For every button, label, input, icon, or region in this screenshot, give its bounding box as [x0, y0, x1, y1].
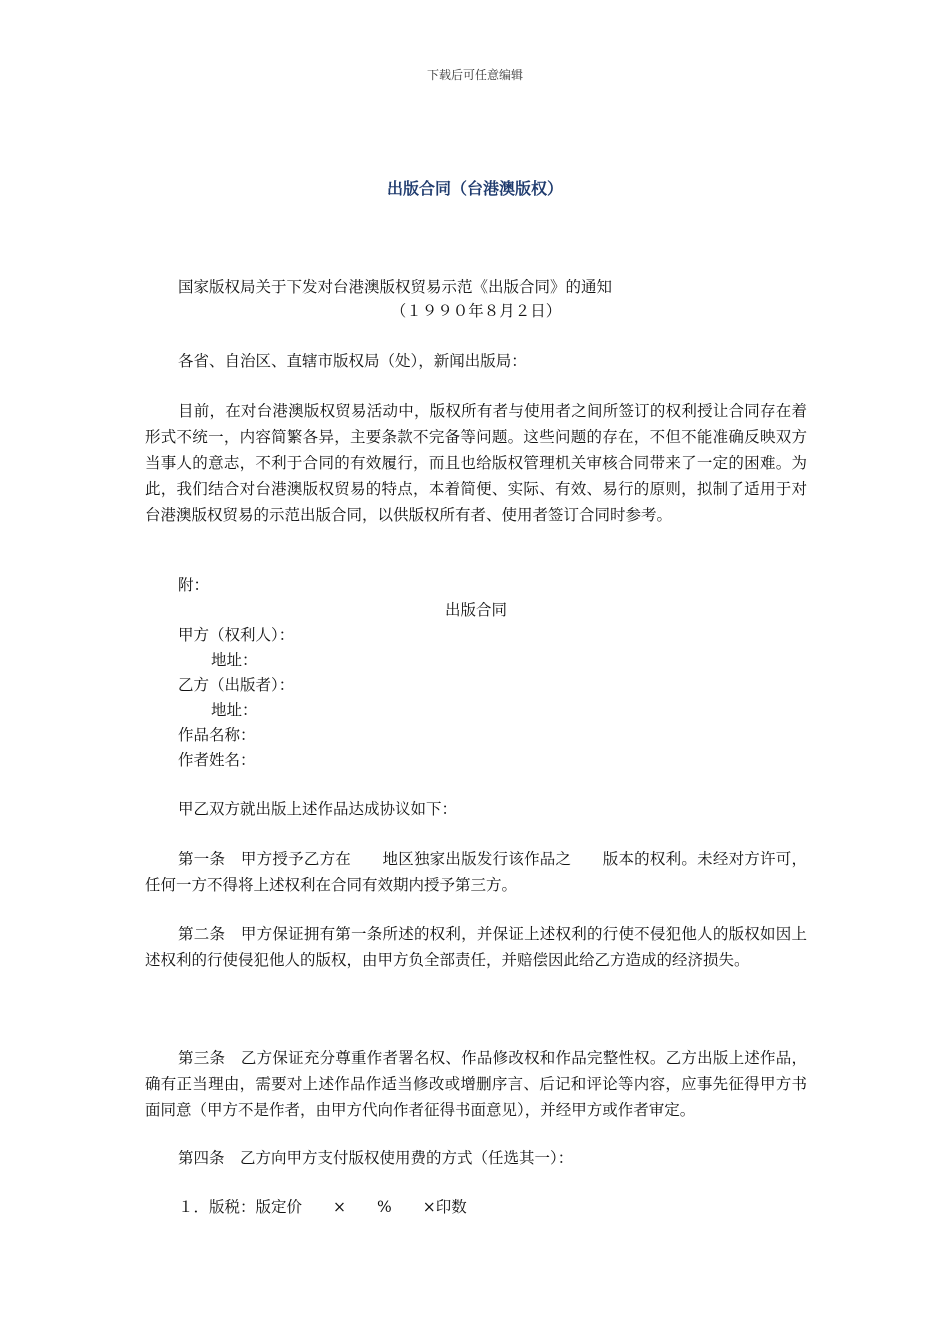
article-2: 第二条 甲方保证拥有第一条所述的权利，并保证上述权利的行使不侵犯他人的版权如因上述权利的行使侵犯他人的版权，由甲方负全部责任，并赔偿因此给乙方造成的经济损失。	[145, 925, 807, 969]
party-b-address: 地址：	[211, 701, 258, 719]
attachment-label: 附：	[178, 576, 210, 594]
notice-title: 国家版权局关于下发对台港澳版权贸易示范《出版合同》的通知	[178, 278, 613, 296]
royalty-item-1: １．版税：版定价 × % ×印数	[178, 1198, 467, 1216]
notice-addressee: 各省、自治区、直辖市版权局（处），新闻出版局：	[178, 352, 527, 370]
document-title: 出版合同（台港澳版权）	[386, 179, 563, 198]
author-name-label: 作者姓名：	[178, 751, 256, 769]
work-title-label: 作品名称：	[178, 726, 256, 744]
notice-body: 目前，在对台港澳版权贸易活动中，版权所有者与使用者之间所签订的权利授让合同存在着形式不统一，内容简繁各异，主要条款不完备等问题。这些问题的存在，不但不能准确反映双方当事人的意志，不利于合同的有效履行，而且也给版权管理机关审核合同带来了一定的困难。为此，我们结合对台港澳版权贸易的特点，本着简便、实际、有效、易行的原则，拟制了适用于对台港澳版权贸易的示范出版合同，以供版权所有者、使用者签订合同时参考。	[145, 402, 807, 524]
contract-heading: 出版合同	[444, 601, 507, 619]
party-b-label: 乙方（出版者）：	[178, 676, 295, 694]
party-a-label: 甲方（权利人）：	[178, 626, 295, 644]
agreement-intro: 甲乙双方就出版上述作品达成协议如下：	[178, 800, 458, 818]
article-4: 第四条 乙方向甲方支付版权使用费的方式（任选其一）：	[178, 1149, 574, 1167]
article-3: 第三条 乙方保证充分尊重作者署名权、作品修改权和作品完整性权。乙方出版上述作品，确有正当理由，需要对上述作品作适当修改或增删序言、后记和评论等内容，应事先征得甲方书面同意（甲方不是作者，由甲方代向作者征得书面意见），并经甲方或作者审定。	[145, 1049, 807, 1119]
notice-date: （１９９０年８月２日）	[390, 302, 562, 320]
party-a-address: 地址：	[211, 651, 258, 669]
article-1: 第一条 甲方授予乙方在 地区独家出版发行该作品之 版本的权利。未经对方许可，任何一方不得将上述权利在合同有效期内授予第三方。	[145, 850, 807, 894]
page-header: 下载后可任意编辑	[426, 68, 523, 82]
